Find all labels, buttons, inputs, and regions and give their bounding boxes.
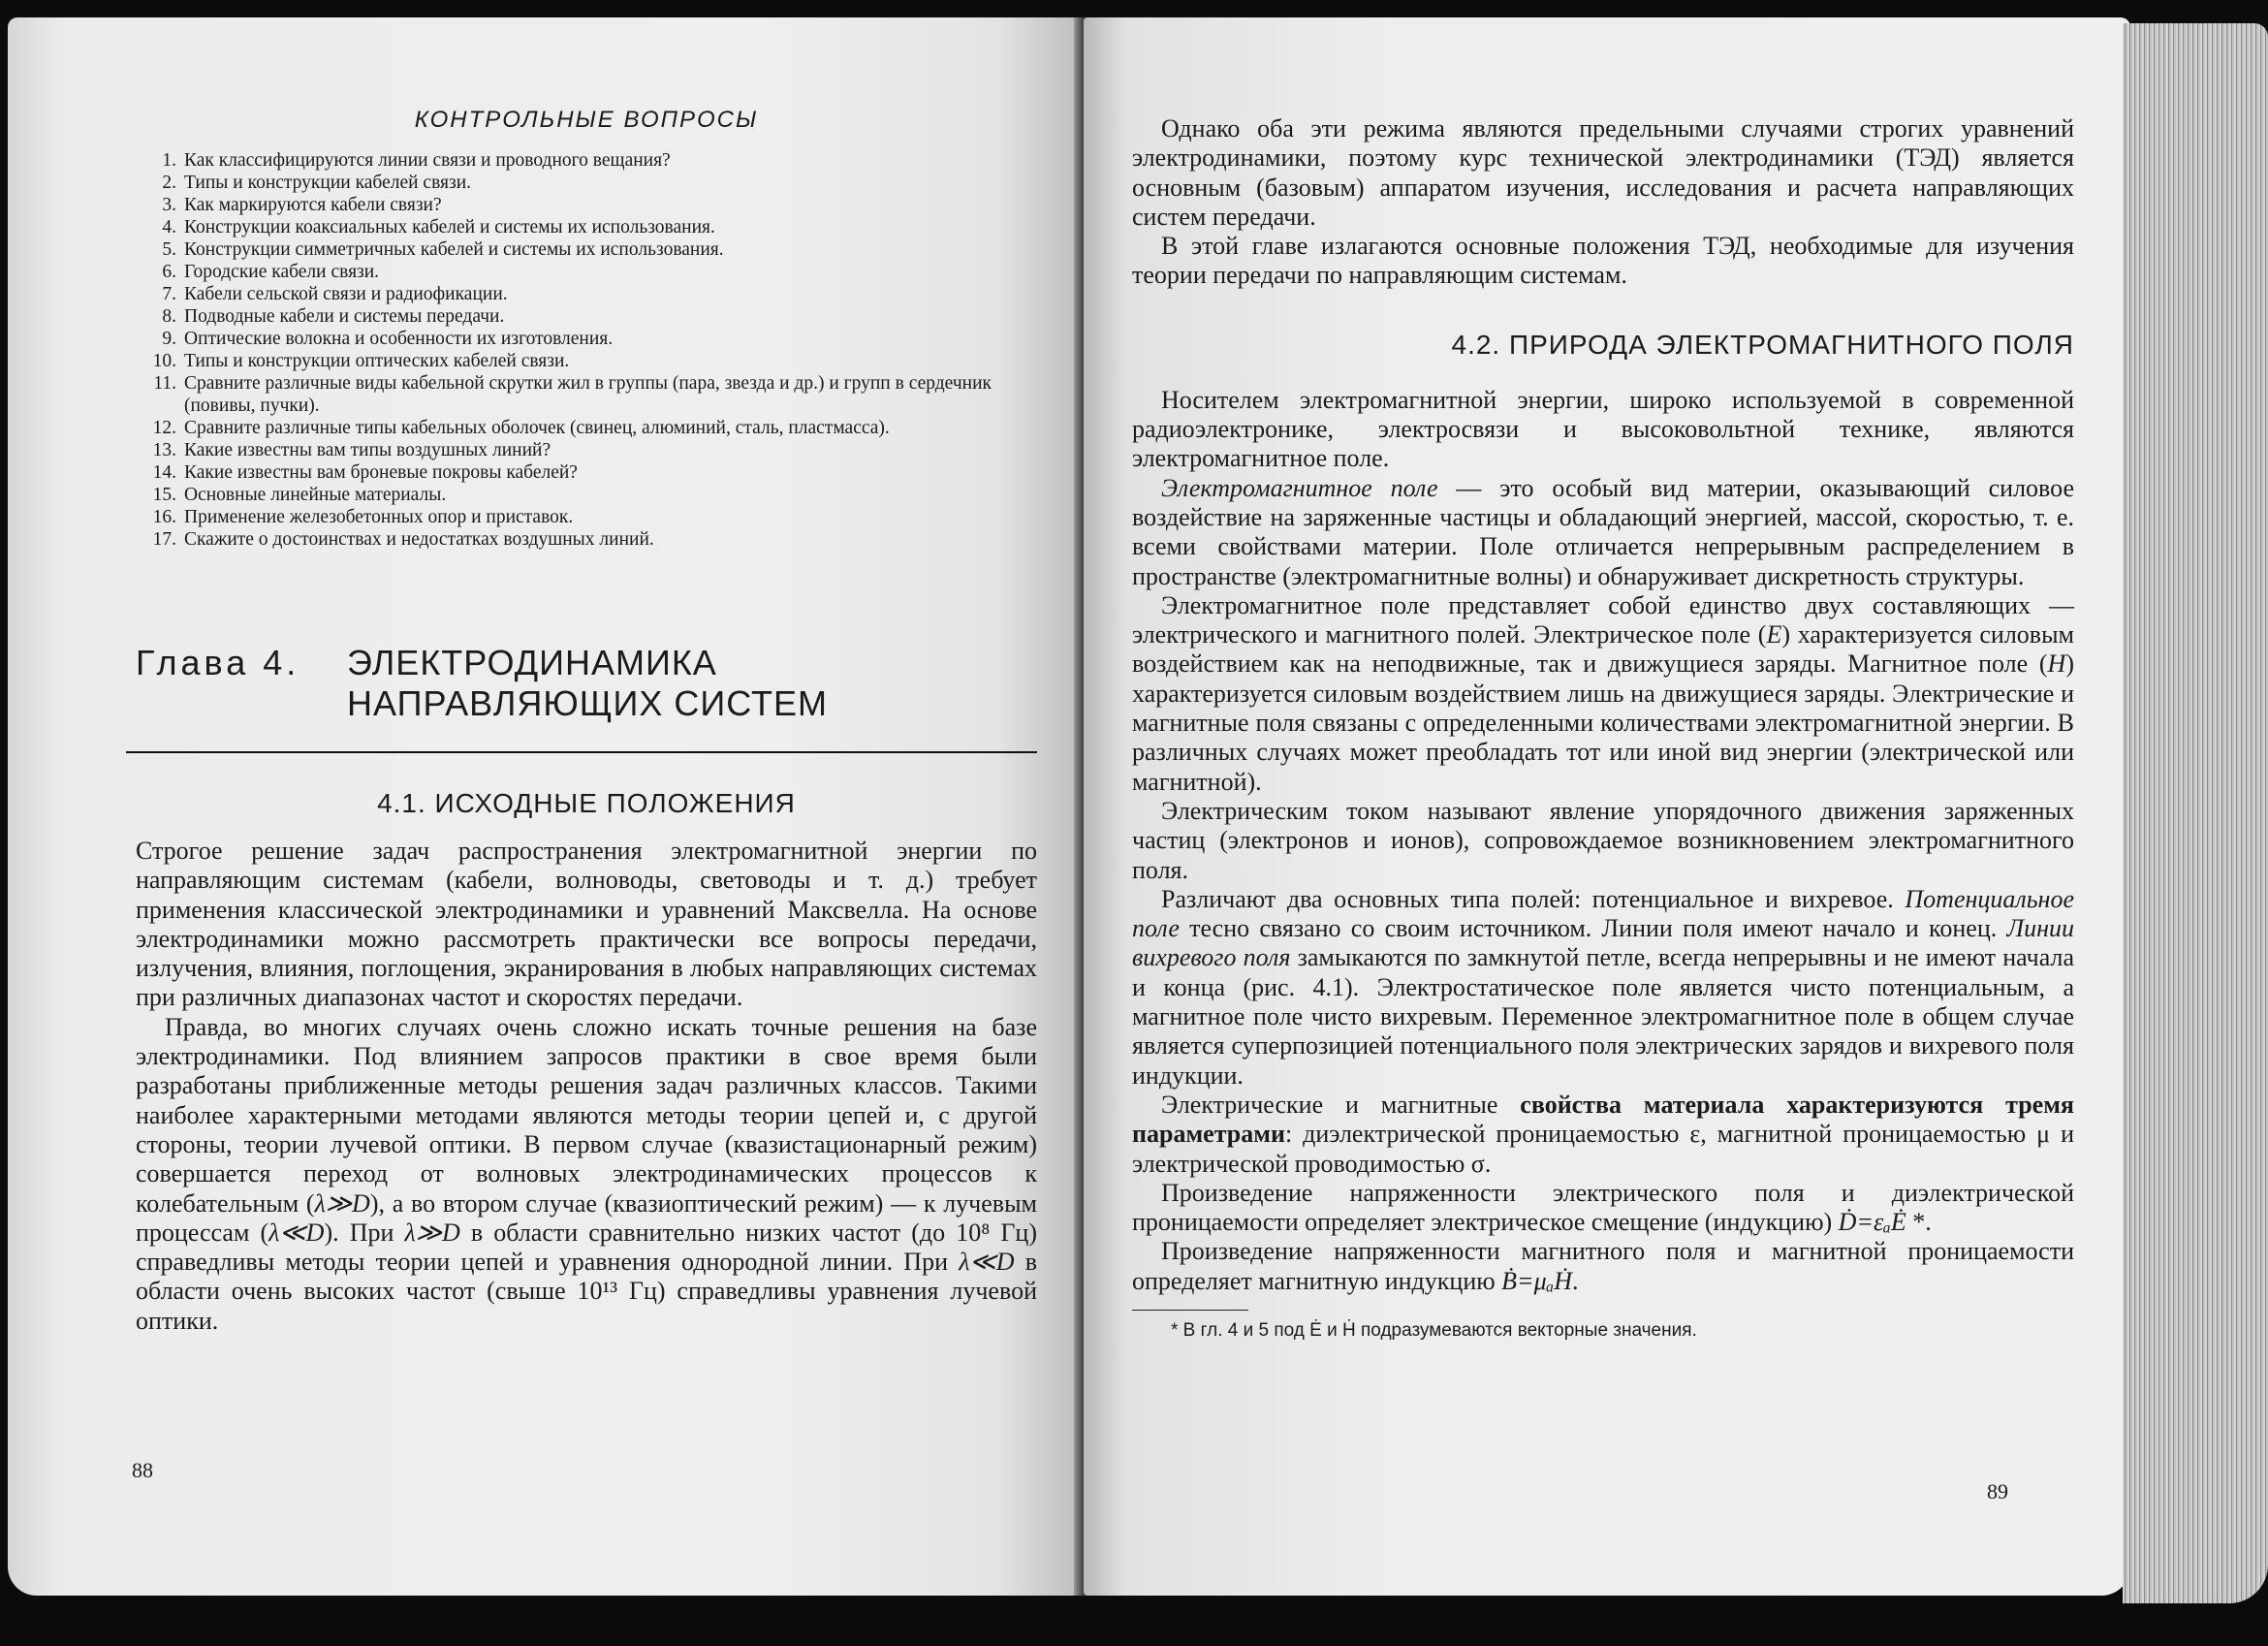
question-text: Как классифицируются линии связи и проводного вещания? <box>184 150 671 171</box>
question-item <box>136 417 1037 439</box>
formula: H <box>2047 649 2066 679</box>
section-title-4-1: 4.1. ИСХОДНЫЕ ПОЛОЖЕНИЯ <box>377 788 796 818</box>
footnote: * В гл. 4 и 5 под Ė и Ḣ подразумеваются векторные значения. <box>1171 1319 1697 1341</box>
question-text: Кабели сельской связи и радиофикации. <box>184 284 508 304</box>
paragraph: Строгое решение задач распространения электромагнитной энергии по направляющим системам (кабели, волноводы, световоды и т. д.) требует применения классической электродинамики и уравнений Максвелла. На основе электродинамики можно рассмотреть практически все вопросы передачи, излучения, влияния, поглощения, экранирования в любых направляющих системах при различных диапазонах частот и скоростях передачи. <box>136 837 1037 1012</box>
text-run: ) характеризуется силовым воздействием лишь на движущиеся заряды. Электрические и магнитные поля связаны с определенными количествами электромагнитной энергии. В различных случаях может преобладать тот или иной вид энергии (электрической или магнитной). <box>1132 649 2074 796</box>
formula: λ≫D <box>404 1218 460 1247</box>
text-run: в области очень высоких частот (свыше 10¹³ Гц) справедливы уравнения лучевой оптики. <box>136 1248 1038 1335</box>
question-item <box>136 506 1037 528</box>
text-run: замыкаются по замкнутой петле, всегда непрерывны и не имеют начала и конца (рис. 4.1). Электростатическое поле является чисто потенциальным, а магнитное поле чисто вихревым. Переменное электромагнитное поле в общем случае является суперпозицией потенциального поля электрических зарядов и вихревого поля индукции. <box>1132 943 2074 1090</box>
question-item <box>136 528 1037 551</box>
question-number: 10. <box>152 351 176 371</box>
paragraph <box>1132 1179 2074 1238</box>
paragraph <box>136 1013 1037 1336</box>
question-number: 13. <box>152 440 176 460</box>
paragraph <box>1132 1237 2074 1296</box>
chapter-title-line-2: НАПРАВЛЯЮЩИХ СИСТЕМ <box>347 683 828 723</box>
question-number: 7. <box>162 284 176 304</box>
question-number: 17. <box>152 529 176 550</box>
question-number: 1. <box>162 150 176 171</box>
question-text: Типы и конструкции оптических кабелей связи. <box>184 351 570 371</box>
question-item <box>136 216 1037 238</box>
text-run: тесно связано со своим источником. Линии поля имеют начало и конец. <box>1179 914 2007 943</box>
question-number: 9. <box>162 329 176 349</box>
formula: E <box>1766 620 1782 649</box>
question-number: 4. <box>162 217 176 237</box>
question-text: Применение железобетонных опор и приставок. <box>184 507 574 527</box>
text-run: : диэлектрической проницаемостью ε, магнитной проницаемостью μ и электрической проводимостью σ. <box>1132 1120 2074 1178</box>
right-page <box>1084 17 2130 1596</box>
chapter-label: Глава 4. <box>136 643 300 682</box>
paragraph <box>1132 1091 2074 1179</box>
questions-title: КОНТРОЛЬНЫЕ ВОПРОСЫ <box>414 107 759 133</box>
paragraph: Электрическим током называют явление упорядочного движения заряженных частиц (электронов и ионов), сопровождаемое возникновением электромагнитного поля. <box>1132 796 2074 884</box>
chapter-rule <box>126 751 1037 753</box>
text-run: ) характеризуется силовым воздействием как на неподвижные, так и движущиеся заряды. Магнитное поле ( <box>1132 620 2074 679</box>
left-page-content <box>136 107 1037 1336</box>
paragraph: Однако оба эти режима являются предельными случаями строгих уравнений электродинамики, поэтому курс технической электродинамики (ТЭД) является основным (базовым) аппаратом изучения, исследования и расчета направляющих систем передачи. <box>1132 114 2074 231</box>
question-number: 3. <box>162 195 176 215</box>
question-text: Как маркируются кабели связи? <box>184 195 442 215</box>
paragraph <box>1132 885 2074 1091</box>
question-item <box>136 305 1037 328</box>
question-number: 6. <box>162 262 176 282</box>
question-item <box>136 350 1037 372</box>
chapter-heading <box>136 643 1037 724</box>
text-run: Правда, во многих случаях очень сложно искать точные решения на базе электродинамики. Под влиянием запросов практики в свое время были разработаны приближенные методы решения задач различных классов. Такими наиболее характерными методами являются методы теории цепей и, с другой стороны, теории лучевой оптики. В первом случае (квазистационарный режим) совершается переход от волновых электродинамических процессов к колебательным ( <box>136 1012 1037 1218</box>
section-title-4-2: 4.2. ПРИРОДА ЭЛЕКТРОМАГНИТНОГО ПОЛЯ <box>1451 329 2074 360</box>
text-run: . <box>1572 1266 1579 1295</box>
formula: Ḃ=μₐḢ <box>1501 1266 1573 1295</box>
question-number: 2. <box>162 173 176 193</box>
question-item <box>136 149 1037 172</box>
question-item <box>136 461 1037 484</box>
term: свойства материала характеризуются тремя параметрами <box>1132 1090 2074 1149</box>
question-text: Сравните различные типы кабельных оболочек (свинец, алюминий, сталь, пластмасса). <box>184 418 890 438</box>
formula: λ≪D <box>268 1218 325 1247</box>
text-run: Произведение напряженности магнитного поля и магнитной проницаемости определяет магнитную индукцию <box>1132 1237 2074 1295</box>
question-text: Подводные кабели и системы передачи. <box>184 306 505 327</box>
question-number: 12. <box>152 418 176 438</box>
text-run: ), а во втором случае (квазиоптический режим) — к лучевым процессам ( <box>136 1188 1037 1247</box>
question-number: 14. <box>152 462 176 483</box>
question-text: Основные линейные материалы. <box>184 485 447 505</box>
text-run: в области сравнительно низких частот (до 10⁸ Гц) справедливы методы теории цепей и уравнения однородной линии. При <box>136 1218 1037 1277</box>
formula: Ḋ=εₐĖ <box>1838 1208 1906 1237</box>
question-item <box>136 328 1037 350</box>
question-number: 8. <box>162 306 176 327</box>
right-page-content <box>1132 114 2074 1342</box>
term: Электромагнитное поле <box>1161 473 1438 502</box>
book-page-edges <box>2123 23 2268 1603</box>
chapter-title <box>347 643 828 724</box>
text-run: ). При <box>324 1218 405 1247</box>
text-run: Различают два основных типа полей: потенциальное и вихревое. <box>1161 884 1906 913</box>
question-text: Сравните различные виды кабельной скрутки жил в группы (пара, звезда и др.) и групп в сердечник (повивы, пучки). <box>184 373 992 416</box>
question-item <box>136 484 1037 506</box>
question-item <box>136 238 1037 261</box>
formula: λ≫D <box>314 1188 370 1218</box>
text-run: Произведение напряженности электрического поля и диэлектрической проницаемости определяет электрическое смещение (индукцию) <box>1132 1178 2074 1237</box>
question-item <box>136 194 1037 216</box>
formula: λ≪D <box>959 1248 1015 1277</box>
question-text: Конструкции симметричных кабелей и системы их использования. <box>184 239 724 260</box>
question-text: Какие известны вам типы воздушных линий? <box>184 440 551 460</box>
page-number: 89 <box>1987 1479 2008 1504</box>
question-text: Какие известны вам броневые покровы кабелей? <box>184 462 578 483</box>
question-item <box>136 283 1037 305</box>
question-item <box>136 372 1037 417</box>
paragraph <box>1132 591 2074 797</box>
question-item <box>136 439 1037 461</box>
footnote-rule <box>1132 1310 1248 1311</box>
term: Потенциальное поле <box>1132 884 2074 943</box>
question-text: Городские кабели связи. <box>184 262 380 282</box>
question-number: 11. <box>153 373 176 394</box>
question-number: 5. <box>162 239 176 260</box>
question-text: Скажите о достоинствах и недостатках воздушных линий. <box>184 529 654 550</box>
paragraph: В этой главе излагаются основные положения ТЭД, необходимые для изучения теории передачи по направляющим системам. <box>1132 232 2074 290</box>
chapter-title-line-1: ЭЛЕКТРОДИНАМИКА <box>347 643 717 682</box>
question-item <box>136 261 1037 283</box>
questions-list <box>136 149 1037 551</box>
left-page <box>8 17 1082 1596</box>
text-run: Электромагнитное поле представляет собой единство двух составляющих — электрического и магнитного полей. Электрическое поле ( <box>1132 590 2074 649</box>
question-number: 16. <box>152 507 176 527</box>
question-item <box>136 172 1037 194</box>
question-text: Конструкции коаксиальных кабелей и системы их использования. <box>184 217 715 237</box>
question-text: Типы и конструкции кабелей связи. <box>184 173 472 193</box>
text-run: *. <box>1906 1208 1932 1237</box>
question-text: Оптические волокна и особенности их изготовления. <box>184 329 614 349</box>
term: Линии вихревого поля <box>1132 914 2074 972</box>
text-run: — это особый вид материи, оказывающий силовое воздействие на заряженные частицы и обладающий энергией, массой, скоростью, т. е. всеми свойствами материи. Поле отличается непрерывным распределением в пространстве (электромагнитные волны) и обнаруживает дискретность структуры. <box>1132 473 2074 590</box>
page-number: 88 <box>132 1458 153 1482</box>
question-number: 15. <box>152 485 176 505</box>
paragraph: Носителем электромагнитной энергии, широко используемой в современной радиоэлектронике, электросвязи и высоковольтной технике, являются электромагнитное поле. <box>1132 385 2074 473</box>
paragraph <box>1132 474 2074 591</box>
text-run: Электрические и магнитные <box>1161 1090 1521 1119</box>
